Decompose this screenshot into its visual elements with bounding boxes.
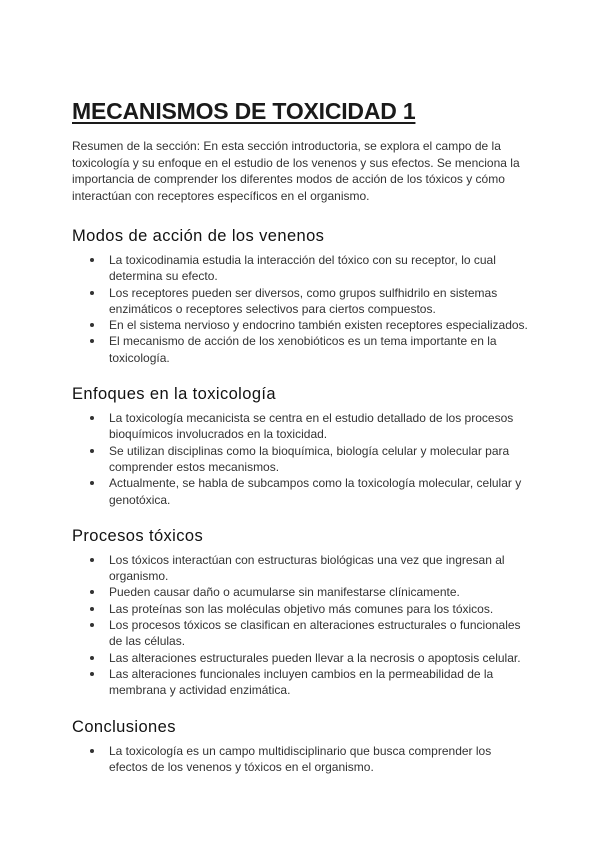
bullet-icon	[90, 339, 94, 343]
section-heading: Procesos tóxicos	[72, 526, 204, 545]
bullet-icon	[90, 481, 94, 485]
list-item: Las alteraciones funcionales incluyen cambios en la permeabilidad de la membrana y actividad enzimática.	[72, 666, 532, 699]
section-conclusiones	[72, 716, 532, 776]
bullet-icon	[90, 323, 94, 327]
bullet-icon	[90, 590, 94, 594]
section-enfoques	[72, 383, 532, 508]
section-heading: Enfoques en la toxicología	[72, 385, 276, 404]
list-item: La toxicología mecanicista se centra en el estudio detallado de los procesos bioquímicos involucrados en la toxicidad.	[72, 410, 532, 443]
bullet-icon	[90, 623, 94, 627]
bullet-icon	[90, 449, 94, 453]
bullet-icon	[90, 749, 94, 753]
list-item: La toxicología es un campo multidisciplinario que busca comprender los efectos de los venenos y tóxicos en el organismo.	[72, 743, 532, 776]
list-item: Las alteraciones estructurales pueden llevar a la necrosis o apoptosis celular.	[72, 650, 532, 666]
bullet-icon	[90, 291, 94, 295]
list-item: Los receptores pueden ser diversos, como grupos sulfhidrilo en sistemas enzimáticos o receptores selectivos para ciertos compuestos.	[72, 285, 532, 318]
bullet-icon	[90, 656, 94, 660]
list-item: Pueden causar daño o acumularse sin manifestarse clínicamente.	[72, 584, 532, 600]
bullet-list	[72, 743, 532, 776]
section-summary: Resumen de la sección: En esta sección introductoria, se explora el campo de la toxicología y su enfoque en el estudio de los venenos y sus efectos. Se menciona la importancia de comprender los diferentes modos de acción de los tóxicos y cómo interactúan con receptores específicos en el organismo.	[72, 139, 520, 203]
bullet-icon	[90, 672, 94, 676]
section-procesos-toxicos	[72, 525, 532, 699]
list-item: La toxicodinamia estudia la interacción del tóxico con su receptor, lo cual determina su efecto.	[72, 252, 532, 285]
document-title: MECANISMOS DE TOXICIDAD 1	[72, 98, 416, 124]
bullet-icon	[90, 258, 94, 262]
list-item: Las proteínas son las moléculas objetivo más comunes para los tóxicos.	[72, 601, 532, 617]
list-item: Los procesos tóxicos se clasifican en alteraciones estructurales o funcionales de las células.	[72, 617, 532, 650]
list-item: Los tóxicos interactúan con estructuras biológicas una vez que ingresan al organismo.	[72, 552, 532, 585]
document-page	[72, 96, 532, 775]
bullet-icon	[90, 416, 94, 420]
bullet-list	[72, 410, 532, 508]
section-modos-de-accion	[72, 225, 532, 366]
section-heading: Conclusiones	[72, 717, 176, 736]
list-item: Actualmente, se habla de subcampos como la toxicología molecular, celular y genotóxica.	[72, 475, 532, 508]
list-item: En el sistema nervioso y endocrino también existen receptores especializados.	[72, 317, 532, 333]
list-item: El mecanismo de acción de los xenobióticos es un tema importante en la toxicología.	[72, 333, 532, 366]
bullet-list	[72, 552, 532, 699]
bullet-icon	[90, 558, 94, 562]
bullet-list	[72, 252, 532, 366]
list-item: Se utilizan disciplinas como la bioquímica, biología celular y molecular para comprender estos mecanismos.	[72, 443, 532, 476]
bullet-icon	[90, 607, 94, 611]
section-heading: Modos de acción de los venenos	[72, 227, 325, 245]
